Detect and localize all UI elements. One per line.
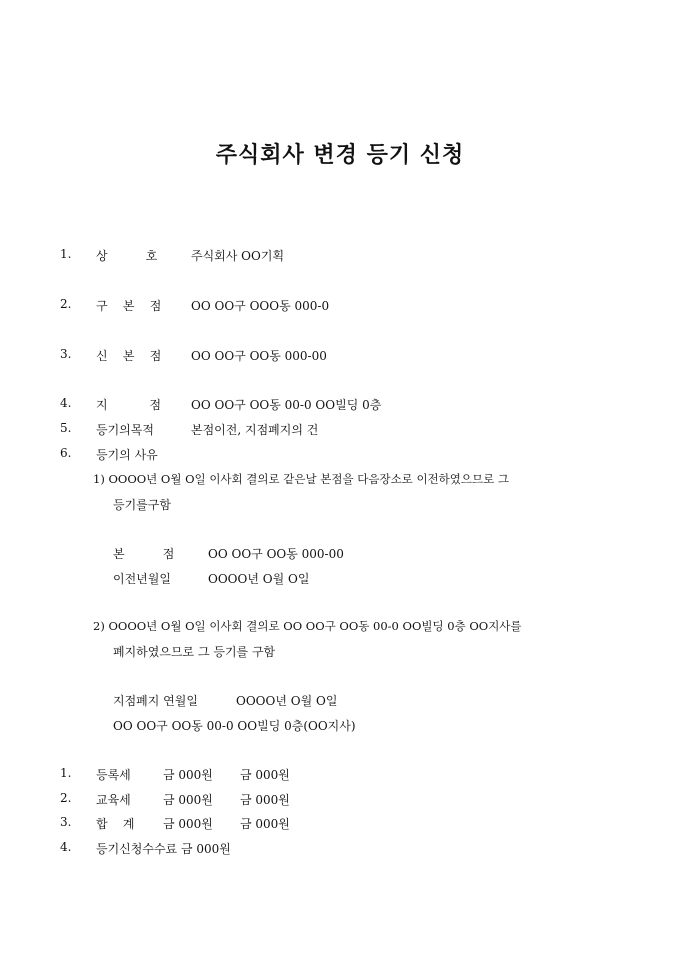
fee-amount: 금 000원: [240, 793, 290, 807]
reason2-line1: 2) OOOO년 O월 O일 이사회 결의로 OO OO구 OO동 00-0 OO빌딩 0층 OO지사를: [93, 619, 522, 633]
fee-number: 1.: [60, 766, 72, 780]
fee-label-total: 합 계: [96, 817, 135, 831]
fee-amount: 금 000원: [240, 817, 290, 831]
reason1-detail1-label: 본 점: [113, 547, 175, 561]
fee-amount: 금 000원: [163, 768, 213, 782]
fee-number: 4.: [60, 840, 72, 854]
item-label-reason: 등기의 사유: [96, 448, 158, 462]
item-value-trade-name: 주식회사 OO기획: [191, 249, 285, 263]
item-number: 3.: [60, 347, 72, 361]
reason1-line1: 1) OOOO년 O월 O일 이사회 결의로 같은날 본점을 다음장소로 이전하였으므로 그: [93, 472, 509, 486]
item-label-new-head-office: 신 본 점: [96, 349, 162, 363]
item-value-old-head-office: OO OO구 OOO동 000-0: [191, 299, 330, 313]
fee-label-filing-fee: 등기신청수수료 금 000원: [96, 842, 231, 856]
item-label-trade-name: 상 호: [96, 249, 158, 263]
reason2-detail2: OO OO구 OO동 00-0 OO빌딩 0층(OO지사): [113, 719, 356, 733]
item-label-old-head-office: 구 본 점: [96, 299, 162, 313]
item-value-purpose: 본점이전, 지점폐지의 건: [191, 423, 319, 437]
fee-number: 3.: [60, 815, 72, 829]
fee-amount: 금 000원: [240, 768, 290, 782]
item-number: 4.: [60, 396, 72, 410]
reason1-detail2-value: OOOO년 O월 O일: [208, 572, 310, 586]
item-number: 1.: [60, 247, 72, 261]
item-number: 5.: [60, 421, 72, 435]
item-label-purpose: 등기의목적: [96, 423, 154, 437]
reason1-detail1-value: OO OO구 OO동 000-00: [208, 547, 344, 561]
reason2-line2: 폐지하였으므로 그 등기를 구함: [113, 645, 276, 659]
item-value-branch: OO OO구 OO동 00-0 OO빌딩 0층: [191, 398, 382, 412]
item-label-branch: 지 점: [96, 398, 162, 412]
fee-amount: 금 000원: [163, 793, 213, 807]
reason1-detail2-label: 이전년월일: [113, 572, 171, 586]
fee-label-registration-tax: 등록세: [96, 768, 131, 782]
reason2-detail1-label: 지점폐지 연월일: [113, 694, 198, 708]
item-number: 6.: [60, 446, 72, 460]
reason1-line2: 등기를구함: [113, 498, 171, 512]
item-number: 2.: [60, 297, 72, 311]
reason2-detail1-value: OOOO년 O월 O일: [236, 694, 338, 708]
item-value-new-head-office: OO OO구 OO동 000-00: [191, 349, 327, 363]
fee-number: 2.: [60, 791, 72, 805]
fee-label-education-tax: 교육세: [96, 793, 131, 807]
document-title: 주식회사 변경 등기 신청: [215, 142, 465, 168]
fee-amount: 금 000원: [163, 817, 213, 831]
